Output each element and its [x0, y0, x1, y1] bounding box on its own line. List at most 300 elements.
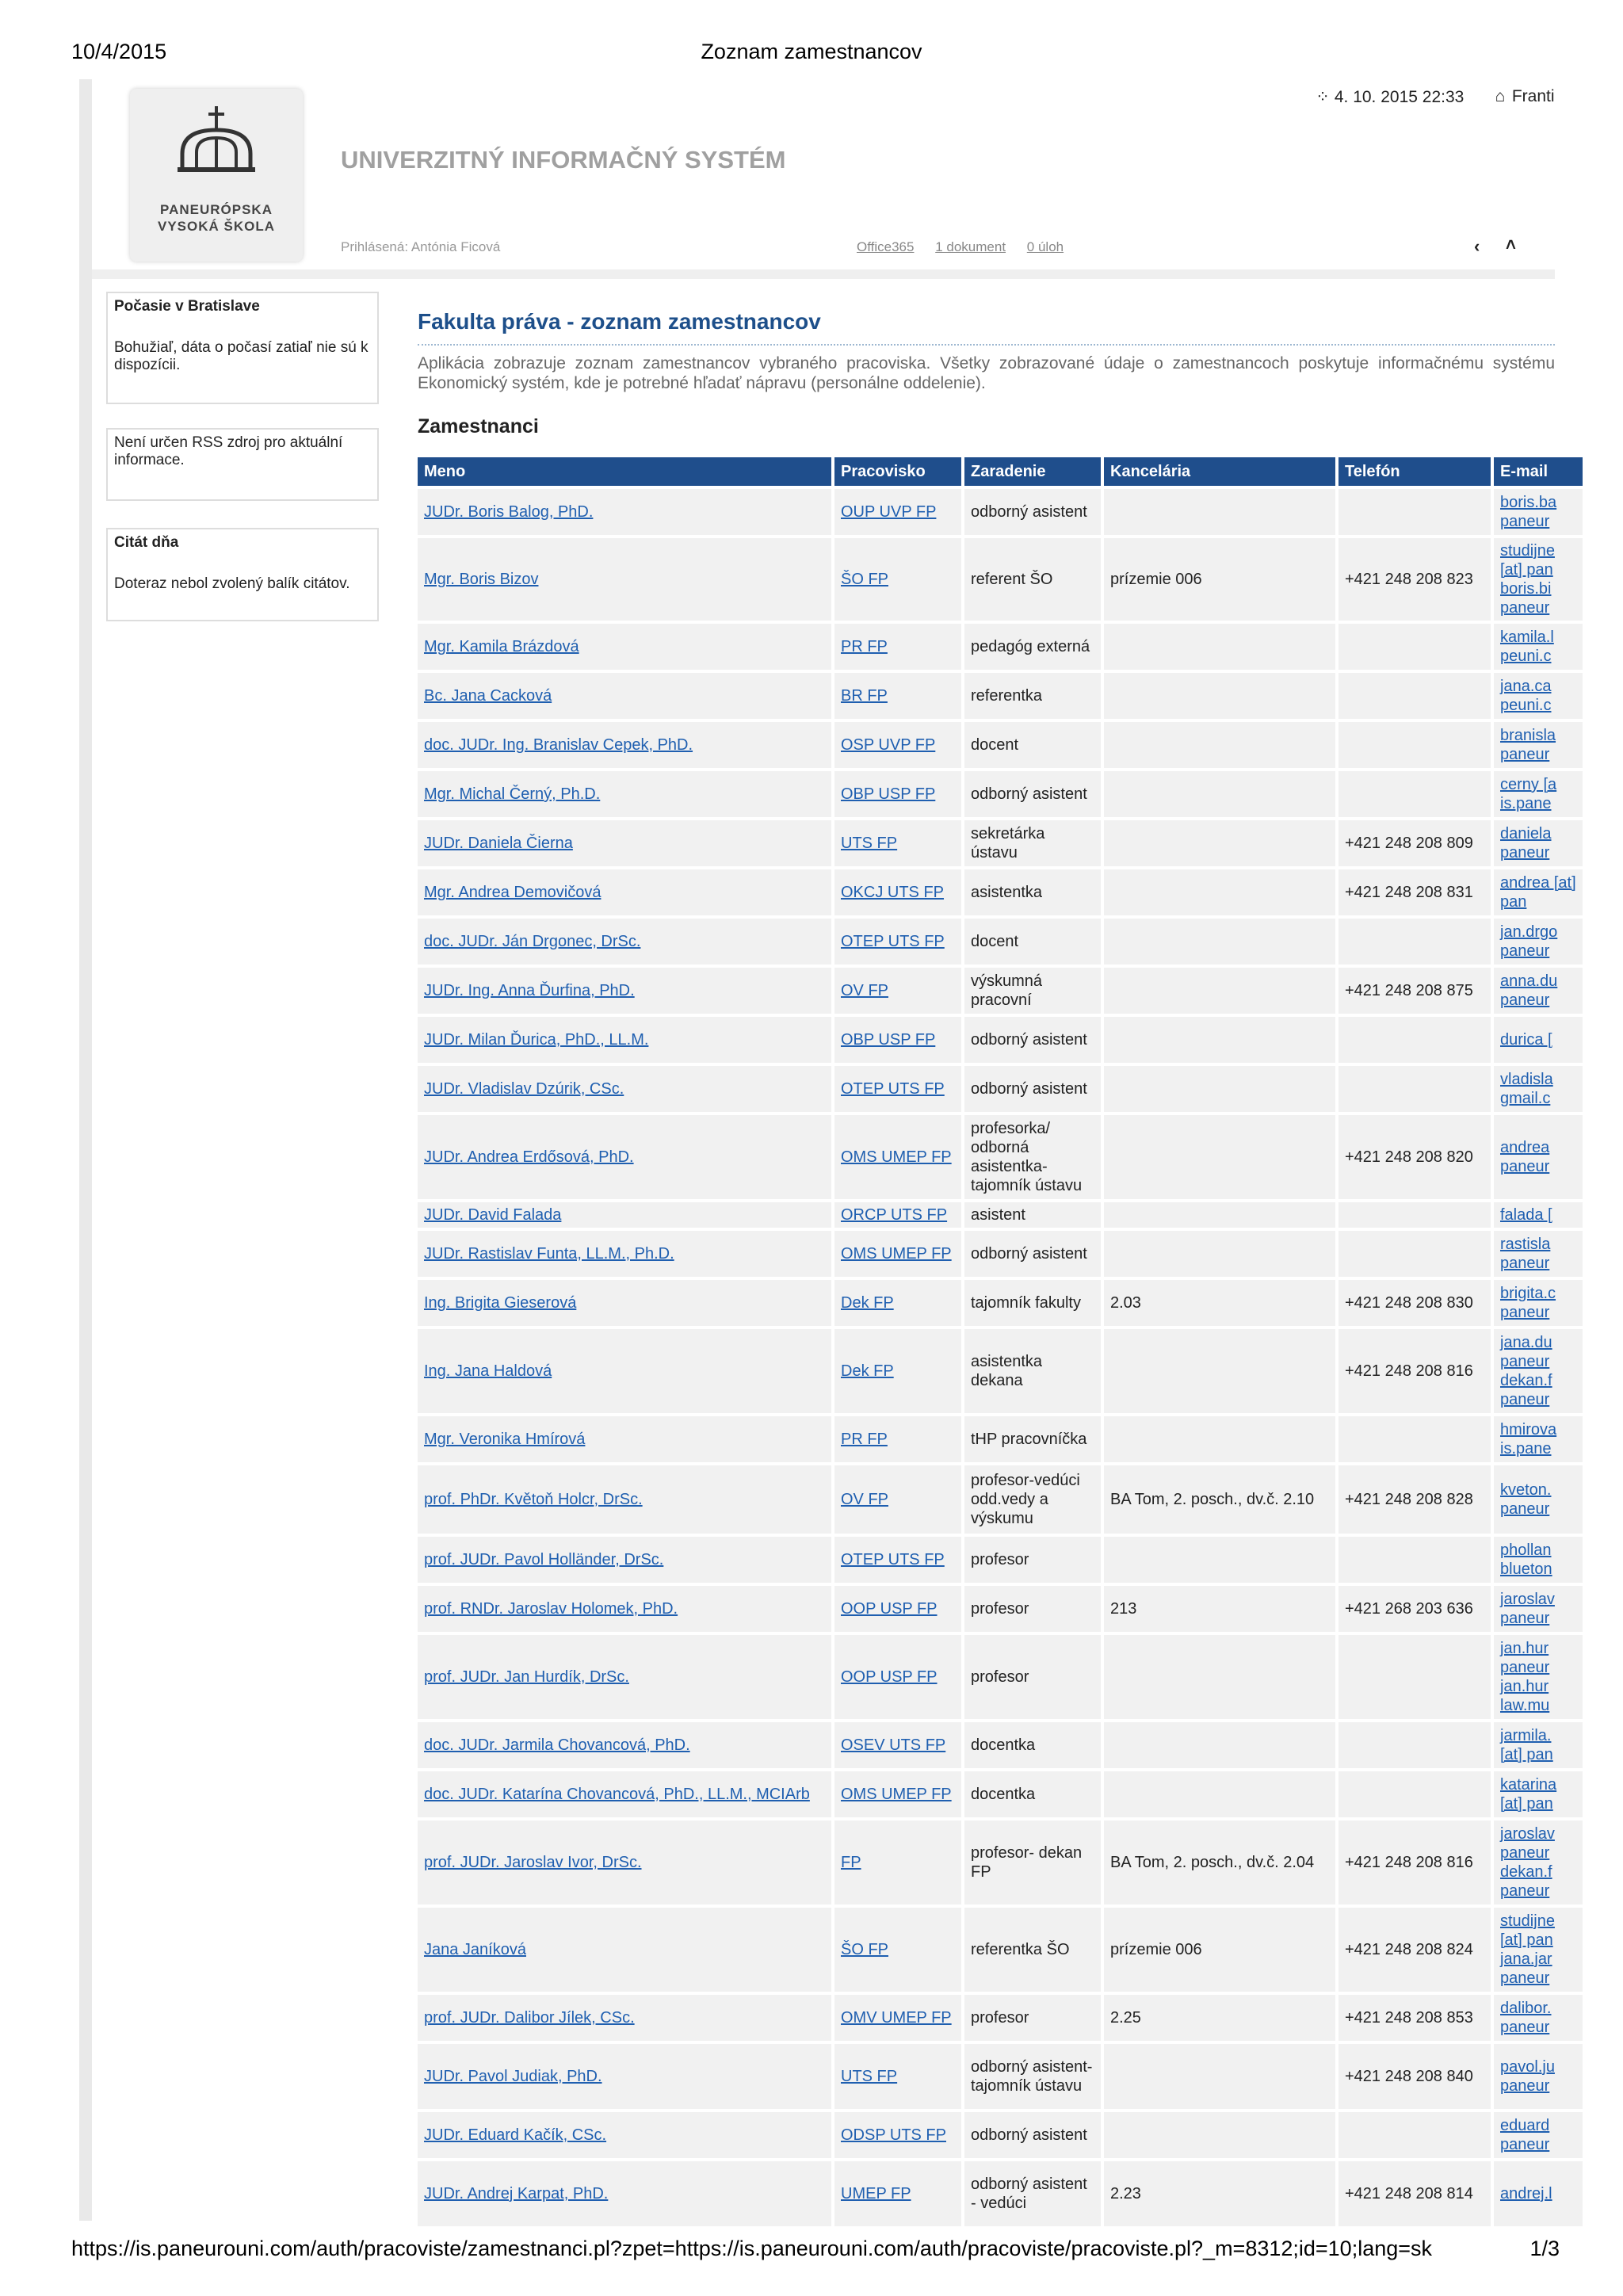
role-cell: referent ŠO: [971, 571, 1053, 588]
email-cell: [1494, 489, 1583, 535]
employee-name-link[interactable]: JUDr. David Falada: [424, 1206, 562, 1224]
role-cell: [964, 1537, 1101, 1583]
employee-name-link[interactable]: Mgr. Boris Bizov: [424, 571, 539, 588]
email-link[interactable]: dalibor. paneur: [1500, 2000, 1552, 2036]
email-link[interactable]: boris.ba paneur: [1500, 494, 1557, 530]
office-cell: [1104, 1586, 1335, 1632]
page-title: Fakulta práva - zoznam zamestnancov: [418, 309, 1555, 346]
office-cell: [1104, 1115, 1335, 1199]
email-link[interactable]: andrea [at] pan: [1500, 874, 1576, 911]
clock-icon: ⁘: [1316, 88, 1330, 106]
role-cell: profesor: [971, 2009, 1029, 2027]
phone-cell: [1338, 1231, 1491, 1277]
column-header-phone[interactable]: Telefón: [1338, 457, 1491, 486]
email-link[interactable]: andrea paneur: [1500, 1139, 1550, 1175]
office-cell: [1104, 1280, 1335, 1326]
department-link[interactable]: OOP USP FP: [841, 1668, 938, 1686]
dept-cell: [834, 869, 961, 915]
dept-cell: [834, 2044, 961, 2109]
role-cell: [964, 820, 1101, 866]
role-cell: [964, 1202, 1101, 1228]
employee-name-link[interactable]: JUDr. Andrea Erdősová, PhD.: [424, 1148, 634, 1166]
table-row: [418, 722, 1583, 768]
email-link[interactable]: studijne [at] pan jana.jar paneur: [1500, 1912, 1555, 1987]
office-cell: [1104, 624, 1335, 670]
department-link[interactable]: OUP UVP FP: [841, 503, 937, 521]
role-cell: odborný asistent: [971, 1245, 1087, 1263]
department-link[interactable]: FP: [841, 1854, 861, 1871]
phone-cell: +421 248 208 828: [1345, 1491, 1473, 1508]
email-cell: [1494, 1995, 1583, 2041]
main-content: [418, 309, 1576, 2229]
table-row: [418, 1416, 1583, 1462]
role-cell: odborný asistent: [971, 785, 1087, 803]
phone-cell: [1338, 1017, 1491, 1063]
role-cell: odborný asistent- tajomník ústavu: [971, 2058, 1093, 2095]
rss-text: Není určen RSS zdroj pro aktuální informace.: [114, 434, 343, 468]
name-cell: [418, 1820, 831, 1904]
email-cell: [1494, 1329, 1583, 1413]
dept-cell: [834, 1465, 961, 1534]
phone-cell: [1338, 1280, 1491, 1326]
employee-name-link[interactable]: JUDr. Pavol Judiak, PhD.: [424, 2068, 602, 2085]
table-row: [418, 1066, 1583, 1112]
email-link[interactable]: branisla paneur: [1500, 727, 1556, 763]
employee-name-link[interactable]: Ing. Brigita Gieserová: [424, 1294, 577, 1312]
dept-cell: [834, 2112, 961, 2158]
department-link[interactable]: OBP USP FP: [841, 1031, 936, 1049]
office-cell: [1104, 1202, 1335, 1228]
office-cell: [1104, 1995, 1335, 2041]
dept-cell: [834, 624, 961, 670]
email-cell: [1494, 1280, 1583, 1326]
dept-cell: [834, 1722, 961, 1768]
email-link[interactable]: katarina [at] pan: [1500, 1776, 1557, 1813]
employee-name-link[interactable]: JUDr. Andrej Karpat, PhD.: [424, 2185, 609, 2202]
employee-name-link[interactable]: prof. JUDr. Jan Hurdík, DrSc.: [424, 1668, 629, 1686]
role-cell: [964, 2044, 1101, 2109]
phone-cell: [1338, 869, 1491, 915]
role-cell: pedagóg externá: [971, 638, 1090, 655]
phone-cell: +421 248 208 809: [1345, 835, 1473, 852]
employee-name-link[interactable]: Mgr. Andrea Demovičová: [424, 884, 601, 901]
role-cell: [964, 489, 1101, 535]
weather-text: Bohužiaľ, dáta o počasí zatiaľ nie sú k dispozícii.: [114, 339, 369, 373]
email-cell: [1494, 1202, 1583, 1228]
phone-cell: [1338, 673, 1491, 719]
email-cell: [1494, 1586, 1583, 1632]
office-cell: [1104, 2161, 1335, 2226]
phone-cell: [1338, 722, 1491, 768]
role-cell: [964, 2161, 1101, 2226]
table-header-row: [418, 457, 1583, 486]
office-cell: [1104, 2044, 1335, 2109]
department-link[interactable]: OKCJ UTS FP: [841, 884, 945, 901]
office-cell: [1104, 1231, 1335, 1277]
dept-cell: [834, 820, 961, 866]
role-cell: [964, 1771, 1101, 1817]
role-cell: [964, 673, 1101, 719]
dept-cell: [834, 919, 961, 965]
department-link[interactable]: ORCP UTS FP: [841, 1206, 948, 1224]
phone-cell: [1338, 771, 1491, 817]
department-link[interactable]: OOP USP FP: [841, 1600, 938, 1618]
tasks-link[interactable]: 0 úloh: [1026, 239, 1064, 254]
dept-cell: [834, 1537, 961, 1583]
phone-cell: [1338, 968, 1491, 1014]
role-cell: profesor: [971, 1551, 1029, 1568]
user-icon: ⌂: [1495, 87, 1506, 105]
email-link[interactable]: jan.drgo paneur: [1500, 923, 1558, 960]
name-cell: [418, 820, 831, 866]
role-cell: odborný asistent: [971, 2126, 1087, 2144]
logo-text-line2: VYSOKÁ ŠKOLA: [157, 219, 276, 234]
column-header-department[interactable]: Pracovisko: [834, 457, 961, 486]
table-row: [418, 1202, 1583, 1228]
employee-name-link[interactable]: doc. JUDr. Jarmila Chovancová, PhD.: [424, 1736, 690, 1754]
employee-name-link[interactable]: Bc. Jana Cacková: [424, 687, 552, 705]
table-row: [418, 869, 1583, 915]
department-link[interactable]: OTEP UTS FP: [841, 1080, 945, 1098]
office-cell: [1104, 489, 1335, 535]
phone-cell: +421 248 208 816: [1345, 1854, 1473, 1871]
email-link[interactable]: jarmila. [at] pan: [1500, 1727, 1553, 1763]
email-cell: [1494, 919, 1583, 965]
role-cell: [964, 538, 1101, 621]
department-link[interactable]: BR FP: [841, 687, 888, 705]
email-link[interactable]: jana.ca peuni.c: [1500, 678, 1552, 714]
employee-name-link[interactable]: doc. JUDr. Katarína Chovancová, PhD., LL.M., MCIArb: [424, 1786, 810, 1803]
table-row: [418, 1820, 1583, 1904]
department-link[interactable]: OMV UMEP FP: [841, 2009, 952, 2027]
name-cell: [418, 1115, 831, 1199]
user-menu[interactable]: [1493, 87, 1555, 106]
email-link[interactable]: studijne [at] pan boris.bi paneur: [1500, 542, 1555, 617]
table-row: [418, 489, 1583, 535]
department-link[interactable]: UTS FP: [841, 2068, 898, 2085]
name-cell: [418, 771, 831, 817]
name-cell: [418, 1231, 831, 1277]
employee-name-link[interactable]: Mgr. Michal Černý, Ph.D.: [424, 785, 601, 803]
phone-cell: +421 248 208 875: [1345, 982, 1473, 999]
role-cell: výskumná pracovní: [971, 972, 1043, 1009]
office-cell: 2.25: [1110, 2009, 1141, 2027]
email-link[interactable]: kveton. paneur: [1500, 1481, 1552, 1518]
table-row: [418, 2044, 1583, 2109]
email-link[interactable]: daniela paneur: [1500, 825, 1552, 861]
email-cell: [1494, 1017, 1583, 1063]
office-cell: [1104, 1465, 1335, 1534]
quote-title: Citát dňa: [114, 534, 179, 551]
department-link[interactable]: OSP UVP FP: [841, 736, 936, 754]
name-cell: [418, 1416, 831, 1462]
name-cell: [418, 538, 831, 621]
email-link[interactable]: rastisla paneur: [1500, 1236, 1551, 1272]
department-link[interactable]: OV FP: [841, 982, 889, 999]
table-row: [418, 1231, 1583, 1277]
role-cell: [964, 2112, 1101, 2158]
name-cell: [418, 1329, 831, 1413]
department-link[interactable]: ODSP UTS FP: [841, 2126, 946, 2144]
phone-cell: [1338, 624, 1491, 670]
employee-name-link[interactable]: Mgr. Veronika Hmírová: [424, 1431, 586, 1448]
email-link[interactable]: phollan blueton: [1500, 1541, 1552, 1578]
quote-text: Doteraz nebol zvolený balík citátov.: [114, 575, 350, 592]
dept-cell: [834, 1115, 961, 1199]
office-cell: [1104, 722, 1335, 768]
phone-cell: [1338, 1066, 1491, 1112]
office-cell: [1104, 869, 1335, 915]
email-cell: [1494, 820, 1583, 866]
column-header-role[interactable]: Zaradenie: [964, 457, 1101, 486]
email-cell: [1494, 2161, 1583, 2226]
name-cell: [418, 1066, 831, 1112]
name-cell: [418, 1280, 831, 1326]
employee-name-link[interactable]: doc. JUDr. Ján Drgonec, DrSc.: [424, 933, 641, 950]
table-row: [418, 1908, 1583, 1992]
phone-cell: [1338, 1722, 1491, 1768]
department-link[interactable]: OTEP UTS FP: [841, 1551, 945, 1568]
employees-table-body: [418, 489, 1583, 2226]
department-link[interactable]: PR FP: [841, 638, 888, 655]
email-cell: [1494, 2112, 1583, 2158]
name-cell: [418, 624, 831, 670]
office-cell: [1104, 1908, 1335, 1992]
dept-cell: [834, 1202, 961, 1228]
department-link[interactable]: PR FP: [841, 1431, 888, 1448]
department-link[interactable]: OV FP: [841, 1491, 889, 1508]
email-cell: [1494, 1115, 1583, 1199]
role-cell: profesorka/ odborná asistentka- tajomník ústavu: [971, 1120, 1083, 1194]
column-header-email[interactable]: E-mail: [1494, 457, 1583, 486]
email-cell: [1494, 1635, 1583, 1719]
employee-name-link[interactable]: Jana Janíková: [424, 1941, 526, 1958]
table-row: [418, 1465, 1583, 1534]
employee-name-link[interactable]: prof. JUDr. Pavol Holländer, DrSc.: [424, 1551, 664, 1568]
role-cell: asistent: [971, 1206, 1025, 1224]
name-cell: [418, 1586, 831, 1632]
table-row: [418, 2112, 1583, 2158]
name-cell: [418, 968, 831, 1014]
phone-cell: +421 248 208 816: [1345, 1362, 1473, 1380]
employee-name-link[interactable]: prof. PhDr. Květoň Holcr, DrSc.: [424, 1491, 643, 1508]
phone-cell: [1338, 1635, 1491, 1719]
role-cell: [964, 624, 1101, 670]
role-cell: docentka: [971, 1786, 1036, 1803]
department-link[interactable]: UMEP FP: [841, 2185, 911, 2202]
column-header-name[interactable]: Meno: [418, 457, 831, 486]
table-row: [418, 673, 1583, 719]
department-link[interactable]: OSEV UTS FP: [841, 1736, 946, 1754]
email-cell: [1494, 2044, 1583, 2109]
email-link[interactable]: cerny [a is.pane: [1500, 776, 1557, 812]
email-link[interactable]: hmirova is.pane: [1500, 1421, 1557, 1457]
email-link[interactable]: eduard paneur: [1500, 2117, 1550, 2153]
employee-name-link[interactable]: JUDr. Milan Ďurica, PhD., LL.M.: [424, 1031, 649, 1049]
role-cell: [964, 919, 1101, 965]
office-cell: [1104, 820, 1335, 866]
office-cell: BA Tom, 2. posch., dv.č. 2.04: [1110, 1854, 1315, 1871]
employee-name-link[interactable]: JUDr. Boris Balog, PhD.: [424, 503, 594, 521]
table-row: [418, 968, 1583, 1014]
role-cell: tajomník fakulty: [971, 1294, 1081, 1312]
phone-cell: +421 248 208 831: [1345, 884, 1473, 901]
dept-cell: [834, 673, 961, 719]
table-row: [418, 538, 1583, 621]
name-cell: [418, 2112, 831, 2158]
dept-cell: [834, 771, 961, 817]
name-cell: [418, 2161, 831, 2226]
role-cell: [964, 869, 1101, 915]
department-link[interactable]: UTS FP: [841, 835, 898, 852]
department-link[interactable]: ŠO FP: [841, 571, 889, 588]
employee-name-link[interactable]: JUDr. Ing. Anna Ďurfina, PhD.: [424, 982, 635, 999]
table-row: [418, 1722, 1583, 1768]
department-link[interactable]: OTEP UTS FP: [841, 933, 945, 950]
role-cell: [964, 1465, 1101, 1534]
email-link[interactable]: jaroslav paneur: [1500, 1591, 1555, 1627]
email-link[interactable]: jana.du paneur dekan.f paneur: [1500, 1334, 1552, 1408]
office-cell: [1104, 919, 1335, 965]
rss-box: [106, 428, 379, 501]
chevron-left-icon: ‹: [1474, 236, 1480, 256]
employee-name-link[interactable]: Ing. Jana Haldová: [424, 1362, 552, 1380]
email-link[interactable]: jan.hur paneur jan.hur law.mu: [1500, 1640, 1550, 1714]
employee-name-link[interactable]: Mgr. Kamila Brázdová: [424, 638, 579, 655]
role-cell: [964, 1329, 1101, 1413]
email-link[interactable]: durica [: [1500, 1031, 1552, 1049]
employee-name-link[interactable]: doc. JUDr. Ing. Branislav Cepek, PhD.: [424, 736, 693, 754]
dept-cell: [834, 1280, 961, 1326]
phone-cell: +421 248 208 853: [1345, 2009, 1473, 2027]
email-link[interactable]: jaroslav paneur dekan.f paneur: [1500, 1825, 1555, 1900]
employee-name-link[interactable]: JUDr. Vladislav Dzúrik, CSc.: [424, 1080, 624, 1098]
email-link[interactable]: brigita.c paneur: [1500, 1285, 1556, 1321]
department-link[interactable]: Dek FP: [841, 1362, 894, 1380]
table-row: [418, 771, 1583, 817]
email-link[interactable]: vladisla gmail.c: [1500, 1071, 1553, 1107]
documents-link[interactable]: 1 dokument: [935, 239, 1006, 254]
role-cell: profesor-vedúci odd.vedy a výskumu: [971, 1472, 1080, 1527]
email-link[interactable]: pavol.ju paneur: [1500, 2058, 1555, 2095]
phone-cell: [1338, 2112, 1491, 2158]
employee-name-link[interactable]: prof. JUDr. Dalibor Jílek, CSc.: [424, 2009, 635, 2027]
top-links: [857, 239, 1081, 255]
dept-cell: [834, 1820, 961, 1904]
employee-name-link[interactable]: prof. RNDr. Jaroslav Holomek, PhD.: [424, 1600, 678, 1618]
office-cell: [1104, 1066, 1335, 1112]
university-logo[interactable]: [130, 89, 303, 262]
email-cell: [1494, 1465, 1583, 1534]
phone-cell: [1338, 919, 1491, 965]
office-cell: [1104, 1771, 1335, 1817]
department-link[interactable]: OBP USP FP: [841, 785, 936, 803]
dept-cell: [834, 1908, 961, 1992]
email-cell: [1494, 1416, 1583, 1462]
role-cell: [964, 1280, 1101, 1326]
office-cell: [1104, 968, 1335, 1014]
office-cell: [1104, 1635, 1335, 1719]
phone-cell: [1338, 489, 1491, 535]
department-link[interactable]: OMS UMEP FP: [841, 1148, 952, 1166]
table-row: [418, 1280, 1583, 1326]
dept-cell: [834, 1586, 961, 1632]
office-cell: [1104, 1820, 1335, 1904]
email-cell: [1494, 538, 1583, 621]
email-cell: [1494, 624, 1583, 670]
role-cell: [964, 1115, 1101, 1199]
employee-name-link[interactable]: JUDr. Daniela Čierna: [424, 835, 573, 852]
role-cell: profesor: [971, 1668, 1029, 1686]
office-cell: [1104, 1017, 1335, 1063]
up-button[interactable]: [1506, 235, 1516, 255]
name-cell: [418, 1722, 831, 1768]
phone-cell: [1338, 1416, 1491, 1462]
role-cell: odborný asistent - vedúci: [971, 2176, 1087, 2212]
office-cell: 2.03: [1110, 1294, 1141, 1312]
dept-cell: [834, 1017, 961, 1063]
office-cell: [1104, 771, 1335, 817]
department-link[interactable]: ŠO FP: [841, 1941, 889, 1958]
name-cell: [418, 1771, 831, 1817]
role-cell: asistentka dekana: [971, 1353, 1043, 1389]
name-cell: [418, 1908, 831, 1992]
header: [92, 79, 1555, 279]
department-link[interactable]: OMS UMEP FP: [841, 1245, 952, 1263]
office-cell: [1104, 673, 1335, 719]
datetime-text: 4. 10. 2015 22:33: [1334, 88, 1465, 106]
department-link[interactable]: Dek FP: [841, 1294, 894, 1312]
phone-cell: +421 248 208 830: [1345, 1294, 1473, 1312]
email-link[interactable]: andrej.l: [1500, 2185, 1552, 2202]
dept-cell: [834, 1635, 961, 1719]
name-cell: [418, 1537, 831, 1583]
email-cell: [1494, 771, 1583, 817]
role-cell: docent: [971, 736, 1019, 754]
role-cell: [964, 1231, 1101, 1277]
office-cell: prízemie 006: [1110, 571, 1202, 588]
table-row: [418, 1771, 1583, 1817]
phone-cell: [1338, 1202, 1491, 1228]
email-cell: [1494, 1537, 1583, 1583]
table-row: [418, 1995, 1583, 2041]
office-cell: [1104, 538, 1335, 621]
table-row: [418, 1017, 1583, 1063]
email-link[interactable]: falada [: [1500, 1206, 1552, 1224]
employee-name-link[interactable]: JUDr. Eduard Kačík, CSc.: [424, 2126, 607, 2144]
role-cell: docent: [971, 933, 1019, 950]
weather-title: Počasie v Bratislave: [114, 298, 260, 315]
office-cell: 213: [1110, 1600, 1137, 1618]
email-link[interactable]: anna.du paneur: [1500, 972, 1558, 1009]
employee-name-link[interactable]: JUDr. Rastislav Funta, LL.M., Ph.D.: [424, 1245, 674, 1263]
email-cell: [1494, 968, 1583, 1014]
print-date: 10/4/2015: [71, 40, 167, 63]
role-cell: profesor- dekan FP: [971, 1844, 1083, 1881]
office-cell: [1104, 2112, 1335, 2158]
column-header-office[interactable]: Kancelária: [1104, 457, 1335, 486]
phone-cell: +421 248 208 820: [1345, 1148, 1473, 1166]
role-cell: odborný asistent: [971, 1031, 1087, 1049]
department-link[interactable]: OMS UMEP FP: [841, 1786, 952, 1803]
phone-cell: [1338, 1329, 1491, 1413]
back-button[interactable]: [1474, 236, 1480, 257]
office365-link[interactable]: Office365: [857, 239, 915, 254]
employee-name-link[interactable]: prof. JUDr. Jaroslav Ivor, DrSc.: [424, 1854, 642, 1871]
chevron-up-icon: ˄: [1506, 235, 1516, 254]
email-link[interactable]: kamila.l peuni.c: [1500, 628, 1554, 665]
dept-cell: [834, 1231, 961, 1277]
